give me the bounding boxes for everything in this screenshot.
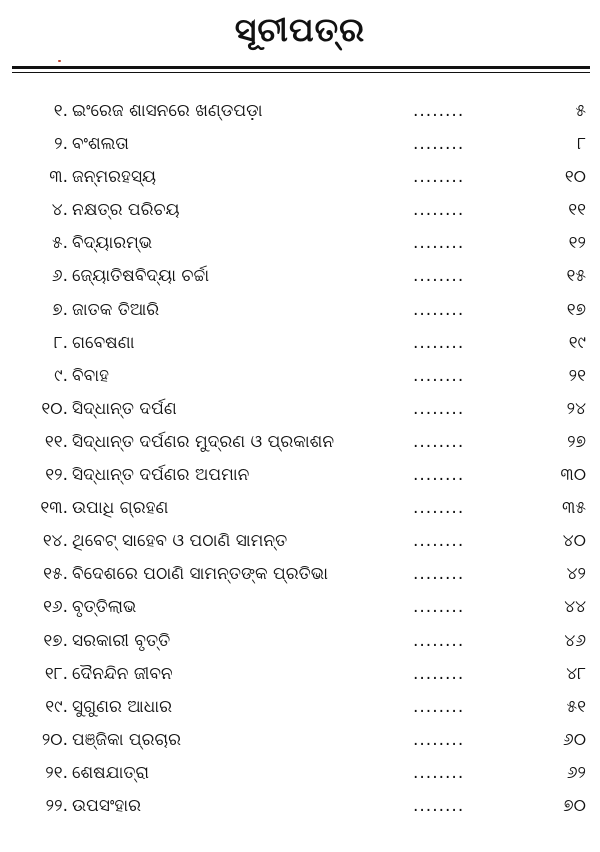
page-number: ୧୭: [566, 299, 586, 320]
chapter-number: ୧୪.: [42, 531, 68, 552]
chapter-title: ନକ୍ଷତ୍ର ପରିଚୟ: [72, 200, 180, 221]
dot-leader: ........: [413, 696, 465, 717]
dot-leader: ........: [413, 233, 465, 254]
chapter-number: ୧୬.: [43, 597, 68, 618]
page-number: ୫୧: [566, 696, 586, 717]
chapter-title: ବିଦେଶରେ ପଠାଣି ସାମନ୍ତଙ୍କ ପ୍ରତିଭା: [72, 564, 328, 585]
chapter-number: ୨୦.: [41, 729, 68, 750]
page-number: ୪୬: [564, 630, 586, 651]
dot-leader: ........: [413, 663, 465, 684]
chapter-number: ୧୨.: [45, 465, 68, 486]
dot-leader: ........: [413, 795, 465, 816]
dot-leader: ........: [413, 101, 465, 121]
chapter-number: ୯.: [54, 365, 68, 386]
page-number: ୪୮: [566, 663, 586, 684]
chapter-title: ସିଦ୍ଧାନ୍ତ ଦର୍ପଣ: [72, 398, 177, 419]
toc-row: [0, 360, 600, 393]
toc-row: [0, 691, 600, 724]
chapter-title: ବଂଶଲତା: [72, 134, 129, 155]
chapter-title: ସିଦ୍ଧାନ୍ତ ଦର୍ପଣର ଅପମାନ: [72, 465, 250, 486]
page-title: ସୂଚୀପତ୍ର: [234, 10, 366, 49]
chapter-number: ୮.: [53, 332, 68, 353]
page-number: ୧୧: [568, 200, 586, 221]
toc-row: [0, 625, 600, 658]
title-rule-thin: [12, 72, 590, 73]
title-rule-thick: [12, 66, 590, 69]
page-number: ୮: [577, 134, 586, 155]
chapter-title: ବିଦ୍ୟାରମ୍ଭ: [72, 233, 153, 254]
dot-leader: ........: [413, 630, 465, 651]
chapter-number: ୨.: [54, 134, 68, 155]
chapter-title: ସିଦ୍ଧାନ୍ତ ଦର୍ପଣର ମୁଦ୍ରଣ ଓ ପ୍ରକାଶନ: [72, 431, 335, 452]
toc-row: [0, 426, 600, 459]
dot-leader: ........: [413, 762, 465, 783]
dot-leader: ........: [413, 729, 465, 750]
page-number: ୧୯: [568, 332, 586, 353]
toc-row: [0, 790, 600, 823]
toc-row: [0, 95, 600, 128]
chapter-number: ୧୭.: [43, 630, 68, 651]
dot-leader: ........: [413, 200, 465, 221]
dot-leader: ........: [413, 299, 465, 320]
chapter-number: ୧.: [53, 101, 68, 121]
dot-leader: ........: [413, 597, 465, 618]
chapter-title: ଦୈନନ୍ଦିନ ଜୀବନ: [72, 663, 173, 684]
toc-row: [0, 227, 600, 260]
table-of-contents: [0, 95, 600, 823]
toc-row: [0, 525, 600, 558]
chapter-title: ଥିବେଟ୍ ସାହେବ ଓ ପଠାଣି ସାମନ୍ତ: [72, 531, 288, 552]
dot-leader: ........: [413, 134, 465, 155]
toc-row: [0, 161, 600, 194]
page-number: ୬୦: [563, 729, 586, 750]
toc-row: [0, 459, 600, 492]
chapter-number: ୧୧.: [44, 431, 68, 452]
toc-row: [0, 757, 600, 790]
page-number: ୨୪: [566, 398, 586, 419]
page-number: ୧୦: [564, 167, 586, 188]
toc-row: [0, 724, 600, 757]
chapter-title: ଜନ୍ମରହସ୍ୟ: [72, 167, 157, 188]
dot-leader: ........: [413, 365, 465, 386]
chapter-title: ଶେଷଯାତ୍ରା: [72, 762, 149, 783]
chapter-title: ପଞ୍ଜିକା ପ୍ରଚାର: [72, 729, 181, 750]
page-number: ୩୦: [560, 465, 586, 486]
page-number: ୧୨: [568, 233, 586, 254]
chapter-title: ସରକାରୀ ବୃତ୍ତି: [72, 630, 171, 651]
page-number: ୪୪: [564, 597, 586, 618]
dot-leader: ........: [413, 398, 465, 419]
toc-row: [0, 591, 600, 624]
chapter-title: ଜ୍ୟୋତିଷବିଦ୍ୟା ଚର୍ଚ୍ଚା: [72, 266, 210, 287]
page-number: ୩୫: [562, 498, 586, 519]
page-number: ୫: [575, 101, 586, 121]
chapter-title: ଉପସଂହାର: [72, 795, 142, 816]
page-number: ୬୨: [566, 762, 586, 783]
toc-row: [0, 294, 600, 327]
chapter-title: ବୃତ୍ତିଲାଭ: [72, 597, 137, 618]
chapter-title: ଉପାଧି ଗ୍ରହଣ: [72, 498, 169, 519]
chapter-number: ୧୩.: [40, 498, 68, 519]
chapter-title: ଇଂରେଜ ଶାସନରେ ଖଣ୍ଡପଡ଼ା: [72, 101, 263, 121]
dot-leader: ........: [413, 332, 465, 353]
page-number: ୨୧: [568, 365, 586, 386]
chapter-number: ୩.: [49, 167, 68, 188]
dot-leader: ........: [413, 498, 465, 519]
toc-row: [0, 194, 600, 227]
chapter-number: ୬.: [51, 266, 68, 287]
ink-speck: [58, 60, 61, 62]
chapter-number: ୧୦.: [41, 398, 68, 419]
dot-leader: ........: [413, 431, 465, 452]
chapter-number: ୫.: [51, 233, 68, 254]
dot-leader: ........: [413, 564, 465, 585]
toc-row: [0, 327, 600, 360]
page-number: ୧୫: [566, 266, 586, 287]
toc-row: [0, 128, 600, 161]
toc-row: [0, 393, 600, 426]
toc-row: [0, 492, 600, 525]
page-number: ୨୭: [567, 431, 586, 452]
dot-leader: ........: [413, 167, 465, 188]
chapter-title: ଜାତକ ତିଆରି: [72, 299, 160, 320]
chapter-number: ୭.: [52, 299, 68, 320]
chapter-number: ୪.: [51, 200, 68, 221]
chapter-number: ୨୨.: [45, 795, 68, 816]
dot-leader: ........: [413, 266, 465, 287]
page-number: ୭୦: [563, 795, 586, 816]
chapter-title: ଗବେଷଣା: [72, 332, 135, 353]
toc-row: [0, 558, 600, 591]
toc-row: [0, 658, 600, 691]
page-number: ୪୦: [562, 531, 586, 552]
chapter-number: ୧୯.: [45, 696, 68, 717]
dot-leader: ........: [413, 531, 465, 552]
chapter-title: ସୁଗୁଣର ଆଧାର: [72, 696, 173, 717]
chapter-number: ୨୧.: [45, 762, 68, 783]
chapter-number: ୧୮.: [44, 663, 68, 684]
chapter-number: ୧୫.: [43, 564, 68, 585]
toc-row: [0, 260, 600, 293]
page-number: ୪୨: [566, 564, 586, 585]
dot-leader: ........: [413, 465, 465, 486]
chapter-title: ବିବାହ: [72, 365, 109, 386]
